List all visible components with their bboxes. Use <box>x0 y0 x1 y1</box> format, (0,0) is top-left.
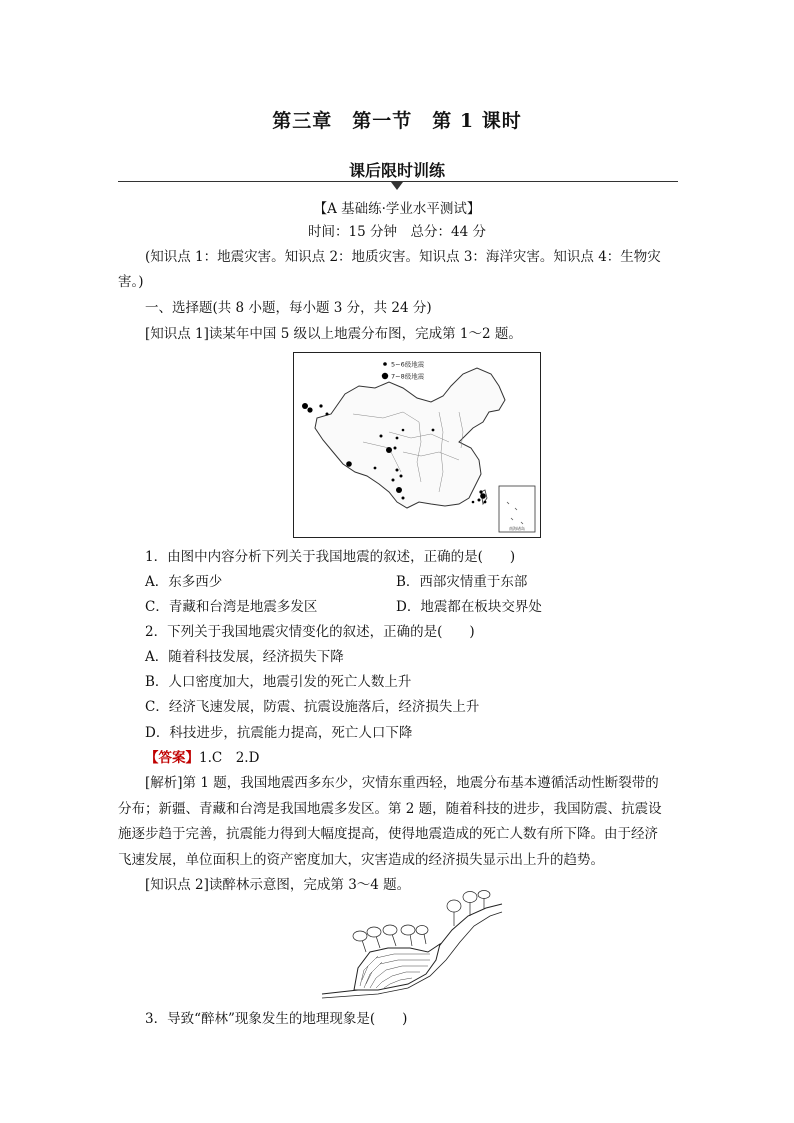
q2-stem: 2．下列关于我国地震灾情变化的叙述，正确的是( ) <box>145 624 475 640</box>
legend-small-label: 5~6级地震 <box>391 360 425 369</box>
rule-marker <box>391 182 403 190</box>
answer-text: 1.C 2.D <box>199 750 260 766</box>
intro-line-2: 害。) <box>118 274 144 290</box>
inset-label: 南海诸岛 <box>509 526 525 531</box>
analysis-line-2: 分布；新疆、青藏和台湾是我国地震多发区。第 2 题，随着科技的进步，我国防震、抗震设 <box>118 801 662 817</box>
q3-stem: 3．导致“醉林”现象发生的地理现象是( ) <box>145 1011 408 1027</box>
q1-stem: 1．由图中内容分析下列关于我国地震的叙述，正确的是( ) <box>145 549 516 565</box>
knowledge-point-2: [知识点 2]读醉林示意图，完成第 3～4 题。 <box>145 877 411 893</box>
q1-option-d: D．地震都在板块交界处 <box>396 599 542 615</box>
section-label: 【A 基础练·学业水平测试】 <box>313 201 481 217</box>
answer-tag: 【答案】 <box>145 750 199 766</box>
time-info: 时间：15 分钟 总分：44 分 <box>308 224 486 240</box>
q2-option-b: B．人口密度加大，地震引发的死亡人数上升 <box>145 674 412 690</box>
analysis-line-4: 飞速发展，单位面积上的资产密度加大，灾害造成的经济损失显示出上升的趋势。 <box>118 852 604 868</box>
earthquake-map <box>293 352 541 538</box>
answer-line <box>145 749 259 767</box>
q2-option-d: D．科技进步，抗震能力提高，死亡人口下降 <box>145 725 413 741</box>
q1-option-c: C．青藏和台湾是地震多发区 <box>145 599 318 615</box>
q1-option-a: A．东多西少 <box>145 574 223 590</box>
knowledge-point-1: [知识点 1]读某年中国 5 级以上地震分布图，完成第 1～2 题。 <box>145 326 522 342</box>
page-title: 第三章 第一节 第 1 课时 <box>272 110 522 132</box>
part1-heading: 一、选择题(共 8 小题，每小题 3 分，共 24 分) <box>145 300 432 316</box>
legend-large-label: 7~8级地震 <box>391 372 425 381</box>
q2-option-a: A．随着科技发展，经济损失下降 <box>145 649 344 665</box>
analysis-line-3: 施逐步趋于完善，抗震能力得到大幅度提高，使得地震造成的死亡人数有所下降。由于经济 <box>118 826 658 842</box>
q1-option-b: B．西部灾情重于东部 <box>396 574 528 590</box>
intro-line-1: (知识点 1：地震灾害。知识点 2：地质灾害。知识点 3：海洋灾害。知识点 4：生物灾 <box>145 249 661 265</box>
drunken-forest-diagram <box>318 890 504 1002</box>
page-subtitle: 课后限时训练 <box>348 161 445 180</box>
q2-option-c: C．经济飞速发展，防震、抗震设施落后，经济损失上升 <box>145 699 480 715</box>
analysis-line-1: [解析]第 1 题，我国地震西多东少，灾情东重西轻，地震分布基本遵循活动性断裂带的 <box>145 775 659 791</box>
